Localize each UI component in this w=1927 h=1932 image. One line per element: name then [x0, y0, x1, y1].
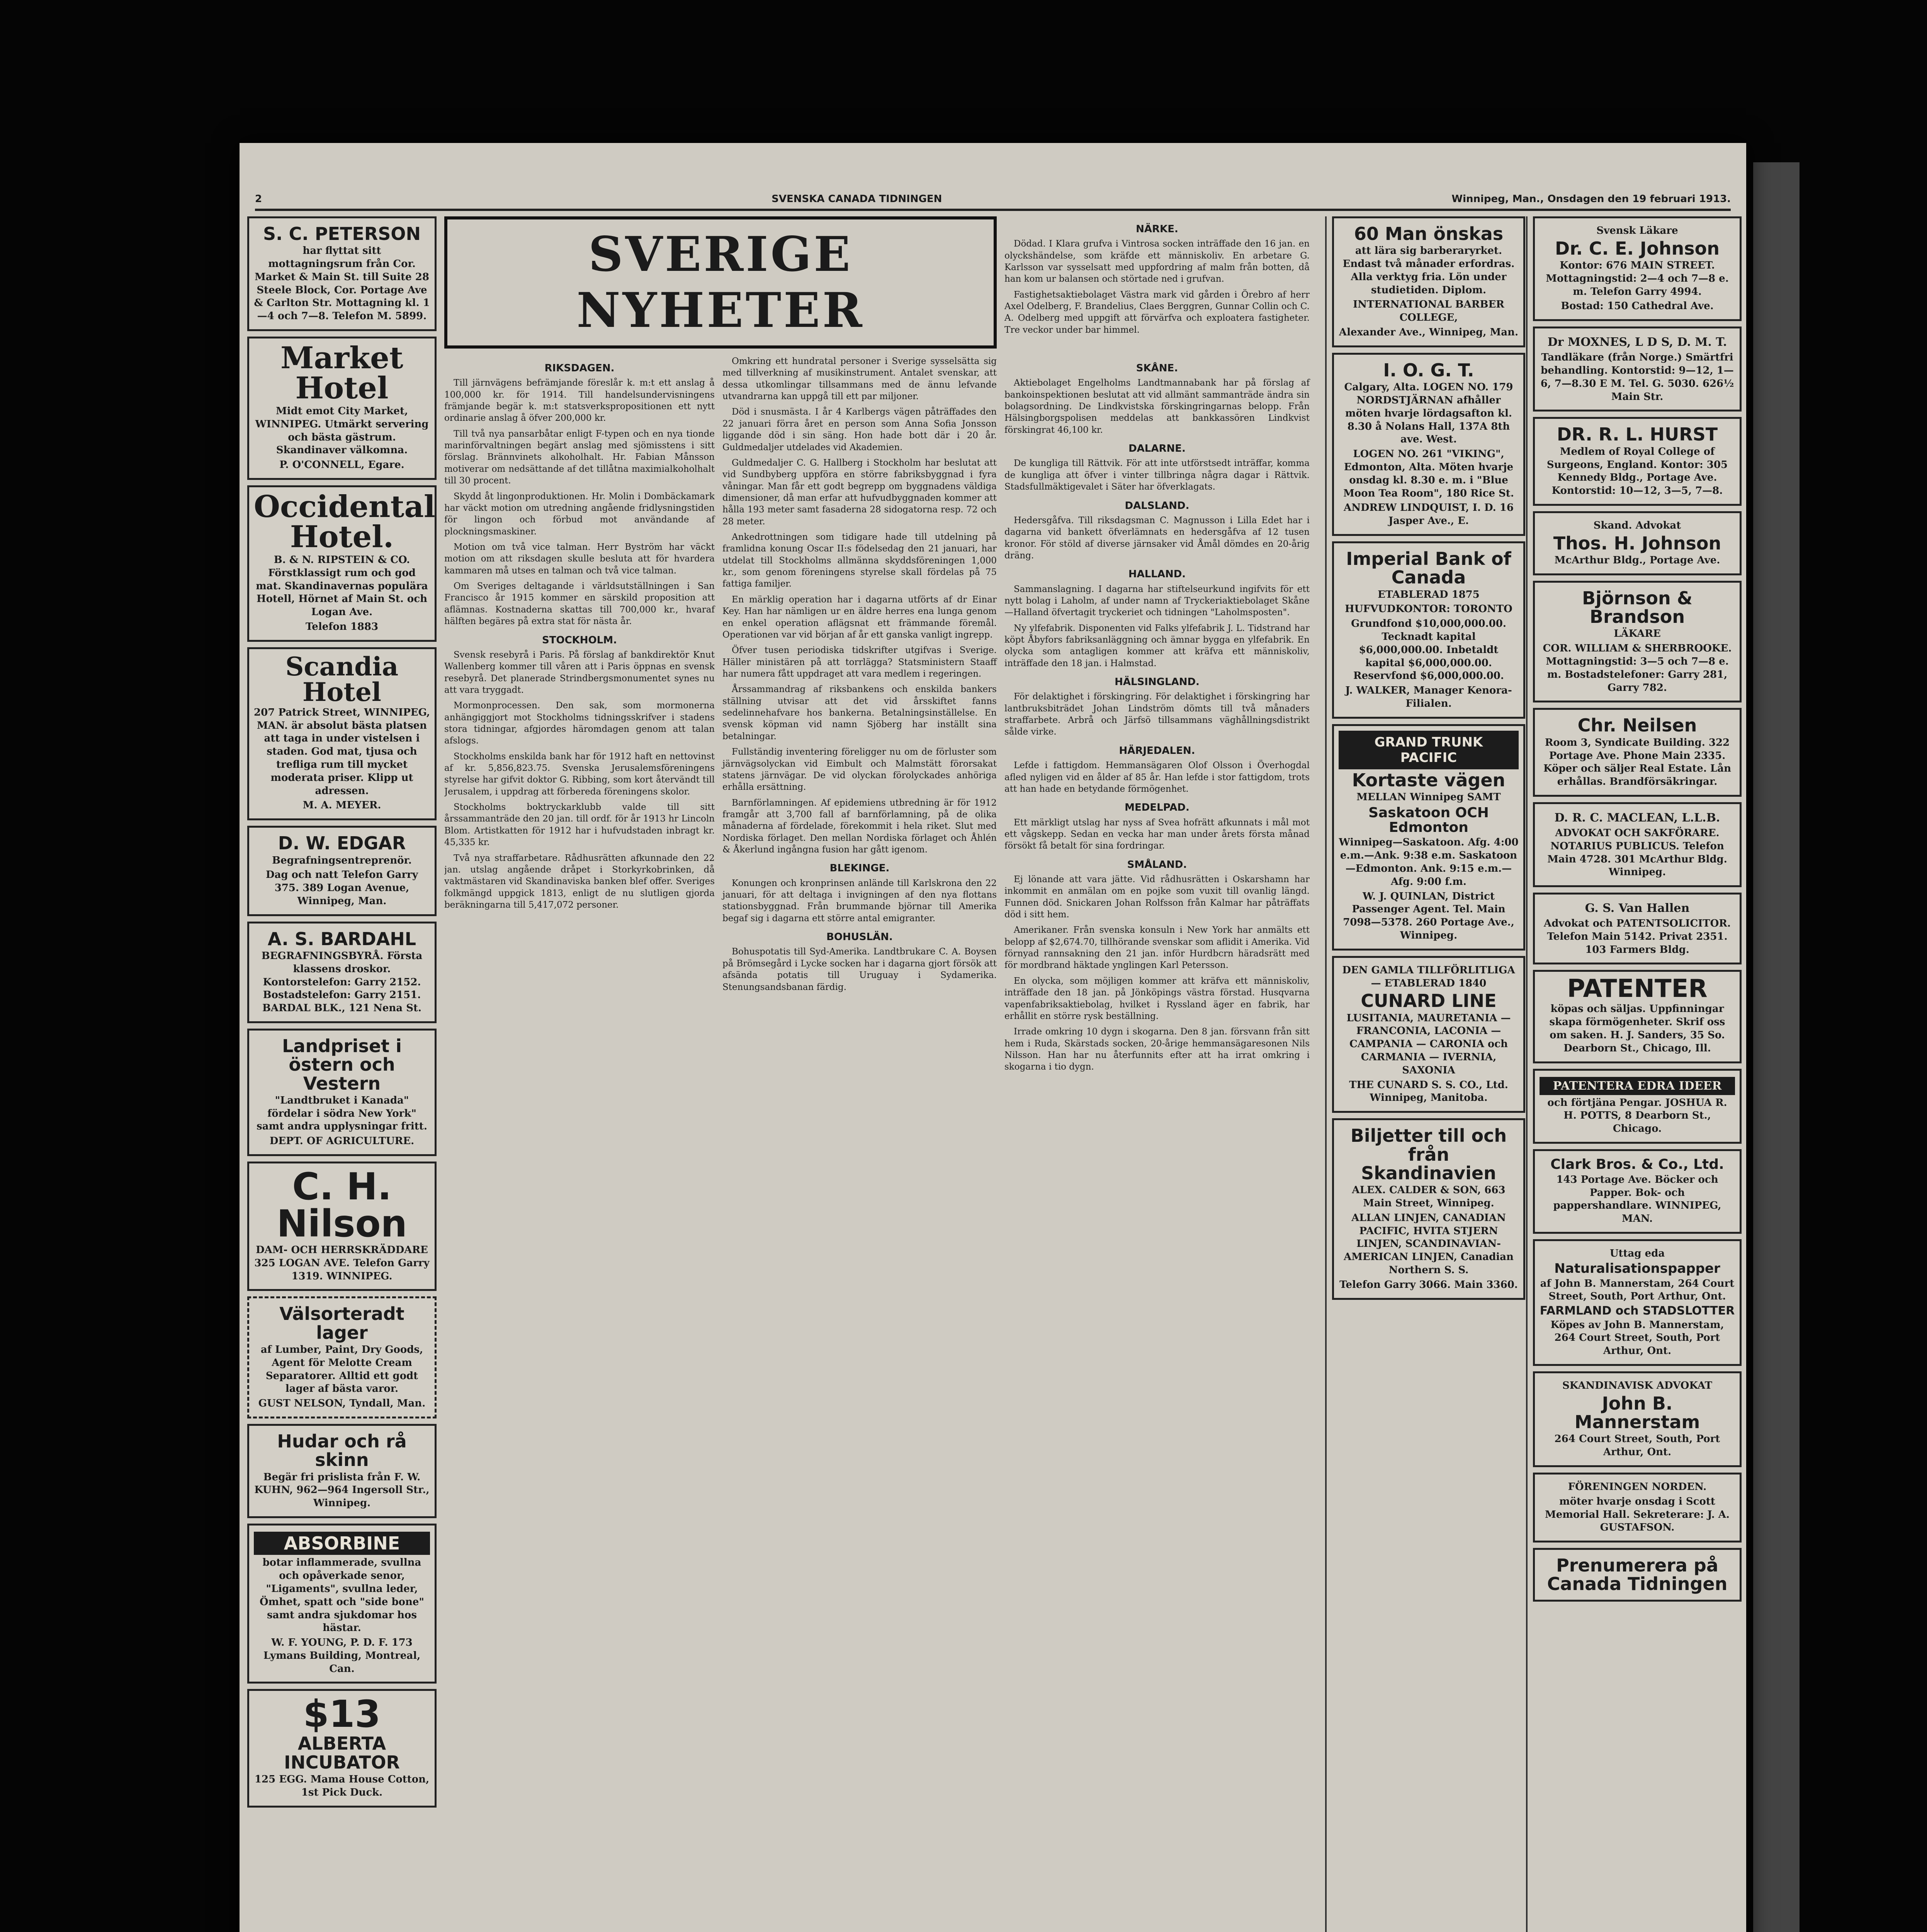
ad-body: Tandläkare (från Norge.) Smärtfri behandling. Kontorstid: 9—12, 1—6, 7—8.30 E M. Tel. G. 5030. 626½ Main Str. — [1540, 352, 1734, 403]
ad-owner: GUST NELSON, Tyndall, Man. — [258, 1398, 426, 1410]
article-head: SMÅLAND. — [1127, 859, 1187, 871]
ad-prenumerera — [1533, 1548, 1742, 1602]
article-text: Lefde i fattigdom. Hemmansägaren Olof Olsson i Överhogdal afled nyligen vid en ålder af 85 år. Han lefde i stor fattigdom, trots att han hade en betydande förmögenhet. — [1004, 760, 1310, 794]
ad-subtitle: DEN GAMLA TILLFÖRLITLIGA — ETABLERAD 1840 — [1342, 964, 1515, 989]
ad-name: INTERNATIONAL BARBER COLLEGE, — [1353, 299, 1504, 324]
ad-dr-johnson — [1533, 216, 1742, 321]
ad-market-hotel — [247, 337, 437, 480]
ad-neilsen — [1533, 708, 1742, 796]
ad-hudar — [247, 1424, 437, 1518]
ad-body: Winnipeg—Saskatoon. Afg. 4:00 e.m.—Ank. 9:38 e.m. Saskatoon—Edmonton. Ank. 9:15 e.m.—Afg. 9:00 f.m. — [1339, 837, 1519, 888]
article-text: Hedersgåfva. Till riksdagsman C. Magnusson i Lilla Edet har i dagarna vid bankett öfverlämnats en hedersgåfva af 12 tusen kronor. För stöld af diverse järnsaker vid Åmål dömdes en 20-årig dräng. — [1004, 515, 1310, 561]
ad-patenter — [1533, 970, 1742, 1063]
ad-title: Kortaste vägen — [1352, 769, 1506, 791]
ad-title: Prenumerera på Canada Tidningen — [1547, 1555, 1728, 1595]
ad-van-hallen — [1533, 893, 1742, 964]
article-head: STOCKHOLM. — [542, 634, 617, 646]
left-ad-column — [247, 216, 437, 1932]
ad-body: Kontor: 676 MAIN STREET. Mottagningstid: 2—4 och 7—8 e. m. Telefon Garry 4994. — [1546, 260, 1729, 298]
article-text: Fastighetsaktiebolaget Västra mark vid gården i Örebro af herr Axel Odelberg, F. Brandelius, Claes Berggren, Gunnar Collin och C. A. Odelberg med uppgift att förvärfva och exploatera fastigheter. Tre veckor under bar himmel. — [1004, 289, 1310, 335]
article-head: HALLAND. — [1128, 568, 1186, 580]
ad-title: Naturalisationspapper — [1554, 1260, 1720, 1276]
ad-logen: LOGEN NO. 261 "VIKING", Edmonton, Alta. Möten hvarje onsdag kl. 8.30 e. m. i "Blue Moon Tea Room", 180 Rice St. — [1343, 448, 1514, 499]
article-text: Aktiebolaget Engelholms Landtmannabank har på förslag af bankoinspektionen beslutat att vid allmänt sammanträde ändra sin bolagsordning. De Lindkvistska förskingringarnas belopp. Från Hälsingborgspolisen meddelas att bankkassören Lindkvist förskingrat 46,100 kr. — [1004, 378, 1310, 435]
ad-subtitle: FARMLAND och STADSLOTTER — [1540, 1304, 1735, 1318]
article-text: Motion om två vice talman. Herr Byström har väckt motion om att riksdagen skulle besluta att för hvardera kammaren må utses en talman och två vice talman. — [444, 542, 715, 576]
ad-body: ADVOKAT OCH SAKFÖRARE. NOTARIUS PUBLICUS. Telefon Main 4728. 301 McArthur Bldg. Winnipeg. — [1547, 827, 1727, 878]
article-text: Två nya straffarbetare. Rådhusrätten afkunnade den 22 jan. utslag angående dråpet i Storkyrkobrinken, då vaktmästaren vid Skandinaviska banken blef offer. Sveriges folkmängd uppgick 1813, enligt de nu slutligen gjorda beräkningarna till 5,417,072 personer. — [444, 853, 715, 910]
ad-title: S. C. PETERSON — [263, 223, 421, 244]
ad-barber-college — [1332, 216, 1525, 347]
article-text: Irrade omkring 10 dygn i skogarna. Den 8 jan. försvann från sitt hem i Ruda, Skärstads socken, 20-årige hemmansägaresonen Nils Nilsson. Han har nu återfunnits efter att ha irrat omkring i skogarna i tio dygn. — [1004, 1027, 1310, 1072]
ad-owner: M. A. MEYER. — [302, 799, 381, 811]
article-head: HÄRJEDALEN. — [1119, 745, 1195, 757]
ad-home: Bostad: 150 Cathedral Ave. — [1561, 300, 1714, 312]
ad-address: Alexander Ave., Winnipeg, Man. — [1339, 327, 1519, 338]
article-text: Om Sveriges deltagande i världsutställningen i San Francisco år 1915 kommer en särskild proposition att aflämnas. Kostnaderna skattas till 700,000 kr., hvaraf hälften begäres på extra stat för nästa år. — [444, 581, 715, 627]
ad-mannerstam — [1533, 1371, 1742, 1467]
masthead-title: SVERIGE NYHETER — [576, 226, 865, 338]
ad-occidental-hotel — [247, 485, 437, 642]
article-head: DALARNE. — [1128, 443, 1186, 455]
ad-title: I. O. G. T. — [1383, 359, 1474, 381]
ad-cities: Saskatoon OCH Edmonton — [1368, 804, 1489, 835]
newspaper-page — [240, 143, 1746, 1932]
article-text: Sammanslagning. I dagarna har stiftelseurkund ingifvits för ett nytt bolag i Laholm, af under namn af Tryckeriaktiebolaget Skåne—Halland öfvertagit tryckeriet och tidningen "Laholmsposten". — [1004, 584, 1310, 618]
ad-body: 207 Patrick Street, WINNIPEG, MAN. är absolut bästa platsen att taga in under vistelsen i staden. God mat, tjusa och trefliga rum till mycket moderata priser. Klipp ut adressen. — [254, 706, 430, 797]
ad-cunard — [1332, 956, 1525, 1113]
ad-body: att lära sig barberaryrket. Endast två månader erfordras. Alla verktyg fria. Lön under studietiden. Diplom. — [1342, 245, 1515, 296]
article-text: Fullständig inventering föreligger nu om de förluster som järnvägsolyckan vid Eimbult och Malmstätt förorsakat statens järnvägar. De vid olyckan förolyckades anhöriga erhålla ersättning. — [722, 747, 997, 793]
ad-address: McArthur Bldg., Portage Ave. — [1554, 554, 1720, 566]
ad-moxnes — [1533, 327, 1742, 412]
ad-title: Välsorteradt lager — [279, 1303, 404, 1343]
page-header — [255, 193, 1731, 211]
ad-title: ALBERTA INCUBATOR — [284, 1733, 400, 1773]
film-edge-strip — [1753, 162, 1800, 1932]
ad-landpriser — [247, 1029, 437, 1156]
right-ad-column-2 — [1526, 216, 1742, 1932]
ad-body: 125 EGG. Mama House Cotton, 1st Pick Duck. — [254, 1774, 430, 1798]
ad-body: af Lumber, Paint, Dry Goods, Agent för Melotte Cream Separatorer. Alltid ett godt lager af bästa varor. — [260, 1344, 423, 1395]
ad-body: Calgary, Alta. LOGEN NO. 179 NORDSTJÄRNAN afhåller möten hvarje lördagsafton kl. 8.30 å Nolans Hall, 137A 8th ave. West. — [1344, 381, 1513, 446]
ad-body: och förtjäna Pengar. JOSHUA R. H. POTTS, 8 Dearborn St., Chicago. — [1547, 1097, 1727, 1135]
news-column-3 — [1004, 355, 1310, 1077]
ad-agent: W. F. YOUNG, P. D. F. 173 Lymans Building, Montreal, Can. — [263, 1637, 421, 1675]
article-text: Ej lönande att vara jätte. Vid rådhusrätten i Oskarshamn har inkommit en anmälan om en pojke som vuxit till ovanlig längd. Funnen död. Snickaren Johan Rolfsson från Kalmar har påträffats död i sitt hem. — [1004, 874, 1310, 920]
article-head: SKÅNE. — [1136, 362, 1178, 374]
article-head: BLEKINGE. — [829, 862, 890, 874]
ad-title: Hudar och rå skinn — [277, 1431, 407, 1471]
ad-body: Dag och natt Telefon Garry 375. 389 Logan Avenue, Winnipeg, Man. — [266, 869, 418, 907]
article-text: Mormonprocessen. Den sak, som mormonerna anhängiggjort mot Stockholms tidningsskrifver i stadens stora tidningar, afgjordes häromdagen genom att talan afslogs. — [444, 701, 715, 746]
ad-title: Landpriset i östern och Vestern — [282, 1035, 402, 1094]
ad-title: Dr MOXNES, L D S, D. M. T. — [1547, 335, 1727, 349]
news-column-1 — [444, 355, 715, 1077]
ad-body: botar inflammerade, svullna och opåverkade senor, "Ligaments", svullna leder, Ömhet, spatt och "side bone" samt andra sjukdomar hos hästar. — [260, 1557, 424, 1634]
ad-title: PATENTER — [1567, 975, 1708, 1003]
ad-body: DAM- OCH HERRSKRÄDDARE 325 LOGAN AVE. Telefon Garry 1319. WINNIPEG. — [254, 1244, 430, 1282]
ad-edgar — [247, 826, 437, 916]
ad-clark-bros — [1533, 1149, 1742, 1234]
article-text: Amerikaner. Från svenska konsuln i New York har anmälts ett belopp af $2,674.70, tillhörande svenskar som aflidit i Amerika. Vid förnyad rannsakning den 21 jan. inför Hurdbcrn häradsrätt med för mordbrand häktade ynglingen Karl Petersson. — [1004, 925, 1310, 971]
ad-scandia-hotel — [247, 647, 437, 820]
ad-title: FÖRENINGEN NORDEN. — [1568, 1481, 1707, 1493]
ad-title: Occidental Hotel. — [254, 489, 435, 555]
ad-thos-johnson — [1533, 511, 1742, 575]
ad-title: Imperial Bank of Canada — [1346, 548, 1511, 588]
ad-subtitle: MELLAN Winnipeg SAMT — [1356, 791, 1501, 803]
news-column-3-top — [1004, 216, 1310, 355]
ad-peterson — [247, 216, 437, 331]
article-text: Omkring ett hundratal personer i Sverige sysselsätta sig med tillverkning af musikinstrument. Antalet svenskar, att dessa utkomlingar tillsammans med de ännu lefvande utvandrarna kan uppgå till ett par miljoner. — [722, 356, 997, 402]
article-head: DALSLAND. — [1125, 500, 1190, 512]
ad-title: C. H. Nilson — [277, 1165, 407, 1246]
news-area — [444, 216, 1317, 1932]
ad-title: D. R. C. MACLEAN, L.L.B. — [1554, 811, 1720, 825]
ad-subtitle: ETABLERAD 1875 — [1378, 588, 1480, 600]
ad-nilson — [247, 1162, 437, 1291]
ad-body: Medlem of Royal College of Surgeons, England. Kontor: 305 Kennedy Bldg., Portage Ave. Kontorstid: 10—12, 3—5, 7—8. — [1546, 446, 1728, 497]
ad-title: CUNARD LINE — [1361, 990, 1497, 1012]
ad-body: "Landtbruket i Kanada" fördelar i södra New York" samt andra upplysningar fritt. — [257, 1094, 427, 1133]
article-text: De kungliga till Rättvik. För att inte utförstsedt inträffar, komma de kungliga att öfver i vinter tillbringa några dagar i Rättvik. Stadsfullmäktigevalet i Säter har öfverklagats. — [1004, 458, 1310, 492]
ad-body: Midt emot City Market, WINNIPEG. Utmärkt servering och bästa gästrum. Skandinaver välkomna. — [255, 405, 429, 456]
article-head: MEDELPAD. — [1125, 802, 1190, 814]
article-text: Till två nya pansarbåtar enligt F-typen och en nya tionde marinförvaltningen begärt anslag med sjömisstens i sitt förslag. Brännvinets alkoholhalt. Hr. Fabian Månsson motiverar om nedsättande af det tillåtna maximialkoholhalt till 30 procent. — [444, 429, 715, 486]
ad-body-2: Köpes av John B. Mannerstam, 264 Court Street, South, Port Arthur, Ont. — [1550, 1319, 1724, 1357]
ad-body: af John B. Mannerstam, 264 Court Street, South, Port Arthur, Ont. — [1540, 1277, 1735, 1303]
article-text: En märklig operation har i dagarna utförts af dr Einar Key. Han har nämligen ur en äldre herres ena lunga genom en enkel operation aflägsnat ett främmande föremål. Operationen var vid början af år ett ganska vanligt ingrepp. — [722, 594, 997, 640]
ad-phone: Telefon 1883 — [305, 621, 379, 633]
ad-title: Market Hotel — [280, 340, 403, 406]
ad-dept: DEPT. OF AGRICULTURE. — [269, 1135, 415, 1147]
ad-title: ABSORBINE — [254, 1532, 430, 1555]
ad-naturalisation — [1533, 1239, 1742, 1366]
ad-ships: LUSITANIA, MAURETANIA — FRANCONIA, LACONIA — CAMPANIA — CARONIA och CARMANIA — IVERNIA, SAXONIA — [1346, 1012, 1511, 1076]
ad-hurst — [1533, 417, 1742, 505]
ad-title: Chr. Neilsen — [1577, 715, 1697, 736]
ad-foreningen — [1533, 1473, 1742, 1543]
ad-body: B. & N. RIPSTEIN & CO. Förstklassigt rum och god mat. Skandinavernas populära Hotell, Hörnet af Main St. och Logan Ave. — [256, 554, 428, 618]
article-text: Stockholms boktryckarklubb valde till sitt årssammanträde den 20 jan. till ordf. för år 1913 hr Lincoln Blom. Artistkatten för 1912 har i hufvudstaden inbragt kr. 45,335 kr. — [444, 802, 715, 848]
article-text: Ankedrottningen som tidigare hade till utdelning på framlidna konung Oscar II:s födelsedag den 21 januari, har utdelat till Stockholms allmänna skyddsföreningen 1,000 kr., som genom föreningens styrelse skall fördelas på 75 fattiga familjer. — [722, 532, 997, 589]
article-text: Guldmedaljer C. G. Hallberg i Stockholm har beslutat att vid Sundbyberg uppföra en större fabriksbyggnad i fyra våningar. Man får ett godt begrepp om byggnadens väldiga dimensioner, då man erfar att hufvudbyggnaden kommer att hålla 193 meter samt fasaderna 28 sidogatorna resp. 72 och 28 meter. — [722, 457, 997, 527]
article-text: Öfver tusen periodiska tidskrifter utgifvas i Sverige. Häller ministären på att torrlägga? Statsministern Staaff har numera fått uppdraget att vara medlem i regeringen. — [722, 645, 997, 679]
ad-biljetter — [1332, 1118, 1525, 1299]
article-text: Skydd åt lingonproduktionen. Hr. Molin i Dombäckamark har väckt motion om utredning angående fridlysningstiden för lingon och förbud mot användande af plockningsmaskiner. — [444, 491, 715, 537]
ad-agent: ALEX. CALDER & SON, 663 Main Street, Winnipeg. — [1352, 1184, 1506, 1209]
ad-iogt — [1332, 353, 1525, 536]
ad-owner: P. O'CONNELL, Egare. — [279, 459, 404, 471]
ad-title: PATENTERA EDRA IDEER — [1540, 1077, 1735, 1095]
ad-potts — [1533, 1069, 1742, 1144]
ad-maclean — [1533, 802, 1742, 887]
ad-absorbine — [247, 1524, 437, 1684]
newspaper-name: SVENSKA CANADA TIDNINGEN — [771, 193, 942, 205]
article-text: Barnförlamningen. Af epidemiens utbredning är för 1912 framgår att 3,700 fall af barnförlamning, på de olika månaderna af fördelade, förekommit i hela riket. Slut med Nordiska förlaget. Den mellan Nordiska förlaget och Åhlén & Åkerlund ingångna fusion har gått igenom. — [722, 798, 997, 855]
ad-body: Advokat och PATENTSOLICITOR. Telefon Main 5142. Privat 2351. 103 Farmers Bldg. — [1544, 918, 1731, 956]
ad-body: BEGRAFNINGSBYRÅ. Första klassens droskor. Kontorstelefon: Garry 2152. Bostadstelefon: Garry 2151. BARDAL BLK., 121 Nena St. — [261, 950, 423, 1014]
ad-body: köpas och säljas. Uppfinningar skapa förmögenheter. Skrif oss om saken. H. J. Sanders, 35 So. Dearborn St., Chicago, Ill. — [1549, 1003, 1725, 1054]
ad-grand-trunk — [1332, 724, 1525, 951]
article-text: Dödad. I Klara grufva i Vintrosa socken inträffade den 16 jan. en olyckshändelse, som kräfde ett människoliv. En arbetare G. Karlsson var sysselsatt med uppfordring af malm från botten, då han kom ur balansen och störtade ned i grufvan. — [1004, 239, 1310, 284]
ad-imperial-bank — [1332, 541, 1525, 719]
news-column-2 — [722, 355, 997, 1077]
ad-hq: HUFVUDKONTOR: TORONTO — [1345, 603, 1512, 615]
ad-title: G. S. Van Hallen — [1585, 901, 1690, 915]
ad-title: 60 Man önskas — [1354, 223, 1504, 244]
ad-title: Biljetter till och från Skandinavien — [1350, 1125, 1507, 1184]
ad-title: Björnson & Brandson — [1582, 587, 1692, 628]
ad-title: John B. Mannerstam — [1574, 1393, 1700, 1433]
ad-agent: W. J. QUINLAN, District Passenger Agent. Tel. Main 7098—5378. 260 Portage Ave., Winnipeg. — [1343, 890, 1514, 941]
article-text: Till järnvägens befrämjande föreslår k. m:t ett anslag å 100,000 kr. för 1914. Till handelsundervisningens främjande begär k. m:t statsverkspropositionen ett nytt ordinarie anslag å öfver 200,000 kr. — [444, 378, 715, 423]
ad-incubator — [247, 1689, 437, 1807]
article-head: HÄLSINGLAND. — [1115, 676, 1200, 688]
article-text: En olycka, som möjligen kommer att kräfva ett människoliv, inträffade den 18 jan. på Jönköpings västra förstad. Husqvarna vapenfabriksaktiebolag, hvilket i Ryssland äger en fabrik, har erhållit en större rysk beställning. — [1004, 976, 1310, 1021]
ad-body: 143 Portage Ave. Böcker och Papper. Bok- och pappershandlare. WINNIPEG, MAN. — [1553, 1173, 1721, 1225]
ad-body: COR. WILLIAM & SHERBROOKE. Mottagningstid: 3—5 och 7—8 e. m. Bostadstelefoner: Garry 281, Garry 782. — [1543, 643, 1732, 694]
ad-title: Thos. H. Johnson — [1553, 532, 1721, 554]
article-text: För delaktighet i förskingring. För delaktighet i förskingring har lantbruksbiträdet Johan Lindström dömts till två månaders straffarbete. Arbrå och Järfsö tillsammans väghållningsdistrikt sålde virke. — [1004, 692, 1310, 737]
ad-title: Clark Bros. & Co., Ltd. — [1550, 1156, 1724, 1173]
ad-subtitle: LÄKARE — [1614, 628, 1661, 640]
article-text: Konungen och kronprinsen anlände till Karlskrona den 22 januari, för att deltaga i invigningen af den nya flottans stationsbyggnad. Från brummande björnar till Amerika begaf sig i dagarna ett större antal emigranter. — [722, 878, 997, 923]
ad-address: 264 Court Street, South, Port Arthur, Ont. — [1554, 1433, 1720, 1458]
issue-date: Winnipeg, Man., Onsdagen den 19 februari 1913. — [1451, 193, 1731, 205]
ad-body: har flyttat sitt mottagningsrum från Cor. Market & Main St. till Suite 28 Steele Block, Cor. Portage Ave & Carlton Str. Mottagning kl. 1—4 och 7—8. Telefon M. 5899. — [254, 245, 430, 322]
right-ad-column-1 — [1325, 216, 1525, 1932]
ad-title: A. S. BARDAHL — [267, 928, 416, 949]
ad-title: DR. R. L. HURST — [1557, 424, 1718, 445]
article-text: Död i snusmästa. I år 4 Karlbergs vägen påträffades den 22 januari förra året en person som Anna Sofia Jonsson liggande död i sin säng. Hon hade bott där i 20 år. Guldmedaljer utdelades vid Akademien. — [722, 407, 997, 452]
ad-body: Begär fri prislista från F. W. KUHN, 962—964 Ingersoll Str., Winnipeg. — [254, 1471, 430, 1509]
ad-bjornson — [1533, 581, 1742, 703]
ad-phone: Telefon Garry 3066. Main 3360. — [1339, 1279, 1518, 1291]
ad-price: $13 — [303, 1692, 381, 1736]
ad-valsorteradt — [247, 1296, 437, 1418]
article-text: Bohuspotatis till Syd-Amerika. Landtbrukare C. A. Boysen på Brömsegård i Lycke socken har i dagarna gjort försök att afsända potatis till Uruguay i Sydamerika. Stenungsandsbanan färdig. — [722, 947, 997, 992]
article-head: RIKSDAGEN. — [544, 362, 615, 374]
section-masthead — [444, 216, 997, 349]
ad-title: Scandia Hotel — [285, 651, 399, 707]
ad-pre: SKANDINAVISK ADVOKAT — [1562, 1380, 1713, 1392]
ad-body: möter hvarje onsdag i Scott Memorial Hall. Sekreterare: J. A. GUSTAFSON. — [1545, 1495, 1730, 1534]
ad-subtitle: Begrafningsentreprenör. — [272, 854, 412, 866]
ad-title: Dr. C. E. Johnson — [1555, 238, 1720, 259]
ad-pre: Skand. Advokat — [1593, 519, 1681, 531]
ad-agent: J. WALKER, Manager Kenora-Filialen. — [1345, 685, 1512, 709]
page-number: 2 — [255, 193, 262, 205]
ad-agent: THE CUNARD S. S. CO., Ltd. Winnipeg, Manitoba. — [1349, 1079, 1508, 1104]
ad-body: Room 3, Syndicate Building. 322 Portage Ave. Phone Main 2335. Köper och säljer Real Estate. Lån erhållas. Brandförsäkringar. — [1543, 736, 1731, 788]
ad-lines: ALLAN LINJEN, CANADIAN PACIFIC, HVITA STJERN LINJEN, SCANDINAVIAN-AMERICAN LINJEN, Canadian Northern S. S. — [1344, 1212, 1514, 1276]
ad-body: Grundfond $10,000,000.00. Tecknadt kapital $6,000,000.00. Inbetaldt kapital $6,000,000.00. Reservfond $6,000,000.00. — [1351, 618, 1506, 682]
ad-signer: ANDREW LINDQUIST, I. D. 16 Jasper Ave., E. — [1344, 502, 1514, 527]
grand-trunk-logo: GRAND TRUNK PACIFIC — [1339, 731, 1519, 769]
article-text: Stockholms enskilda bank har för 1912 haft en nettovinst af kr. 5,856,823.75. Svenska Jerusalemsföreningens styrelse har gifvit doktor G. Ribbing, som kort återvändt till Jerusalem, i uppdrag att förbereda föreningens skolor. — [444, 751, 715, 797]
article-text: Svensk resebyrå i Paris. På förslag af bankdirektör Knut Wallenberg kommer till våren att i Paris öppnas en svensk resebyrå. Det planerade Strindbergsmonumentet synes nu att vara tryggadt. — [444, 650, 715, 695]
ad-pre: Svensk Läkare — [1596, 225, 1678, 236]
article-head: NÄRKE. — [1136, 223, 1178, 235]
article-text: Ny ylfefabrik. Disponenten vid Falks ylfefabrik J. L. Tidstrand har köpt Åbyfors fabriksanläggning och ämnar bygga en ylfefabrik. En olycka som antagligen kommer att kräfva ett människoliv, inträffade den 18 jan. i Halmstad. — [1004, 623, 1310, 668]
ad-bardahl — [247, 922, 437, 1023]
ad-pre: Uttag eda — [1609, 1248, 1665, 1260]
article-text: Ett märkligt utslag har nyss af Svea hofrätt afkunnats i mål mot ett vågskepp. Sedan en vecka har man under årets första månad försökt få betalt för sina fordringar. — [1004, 817, 1310, 851]
article-text: Årssammandrag af riksbankens och enskilda bankers ställning utvisar att det vid årsskiftet fanns sedelinnehafvare hos bankerna. Betalningsinställelse. En svensk köpman vid namn Sjöberg har inställt sina betalningar. — [722, 684, 997, 742]
article-head: BOHUSLÄN. — [826, 931, 893, 943]
ad-title: D. W. EDGAR — [278, 833, 406, 854]
